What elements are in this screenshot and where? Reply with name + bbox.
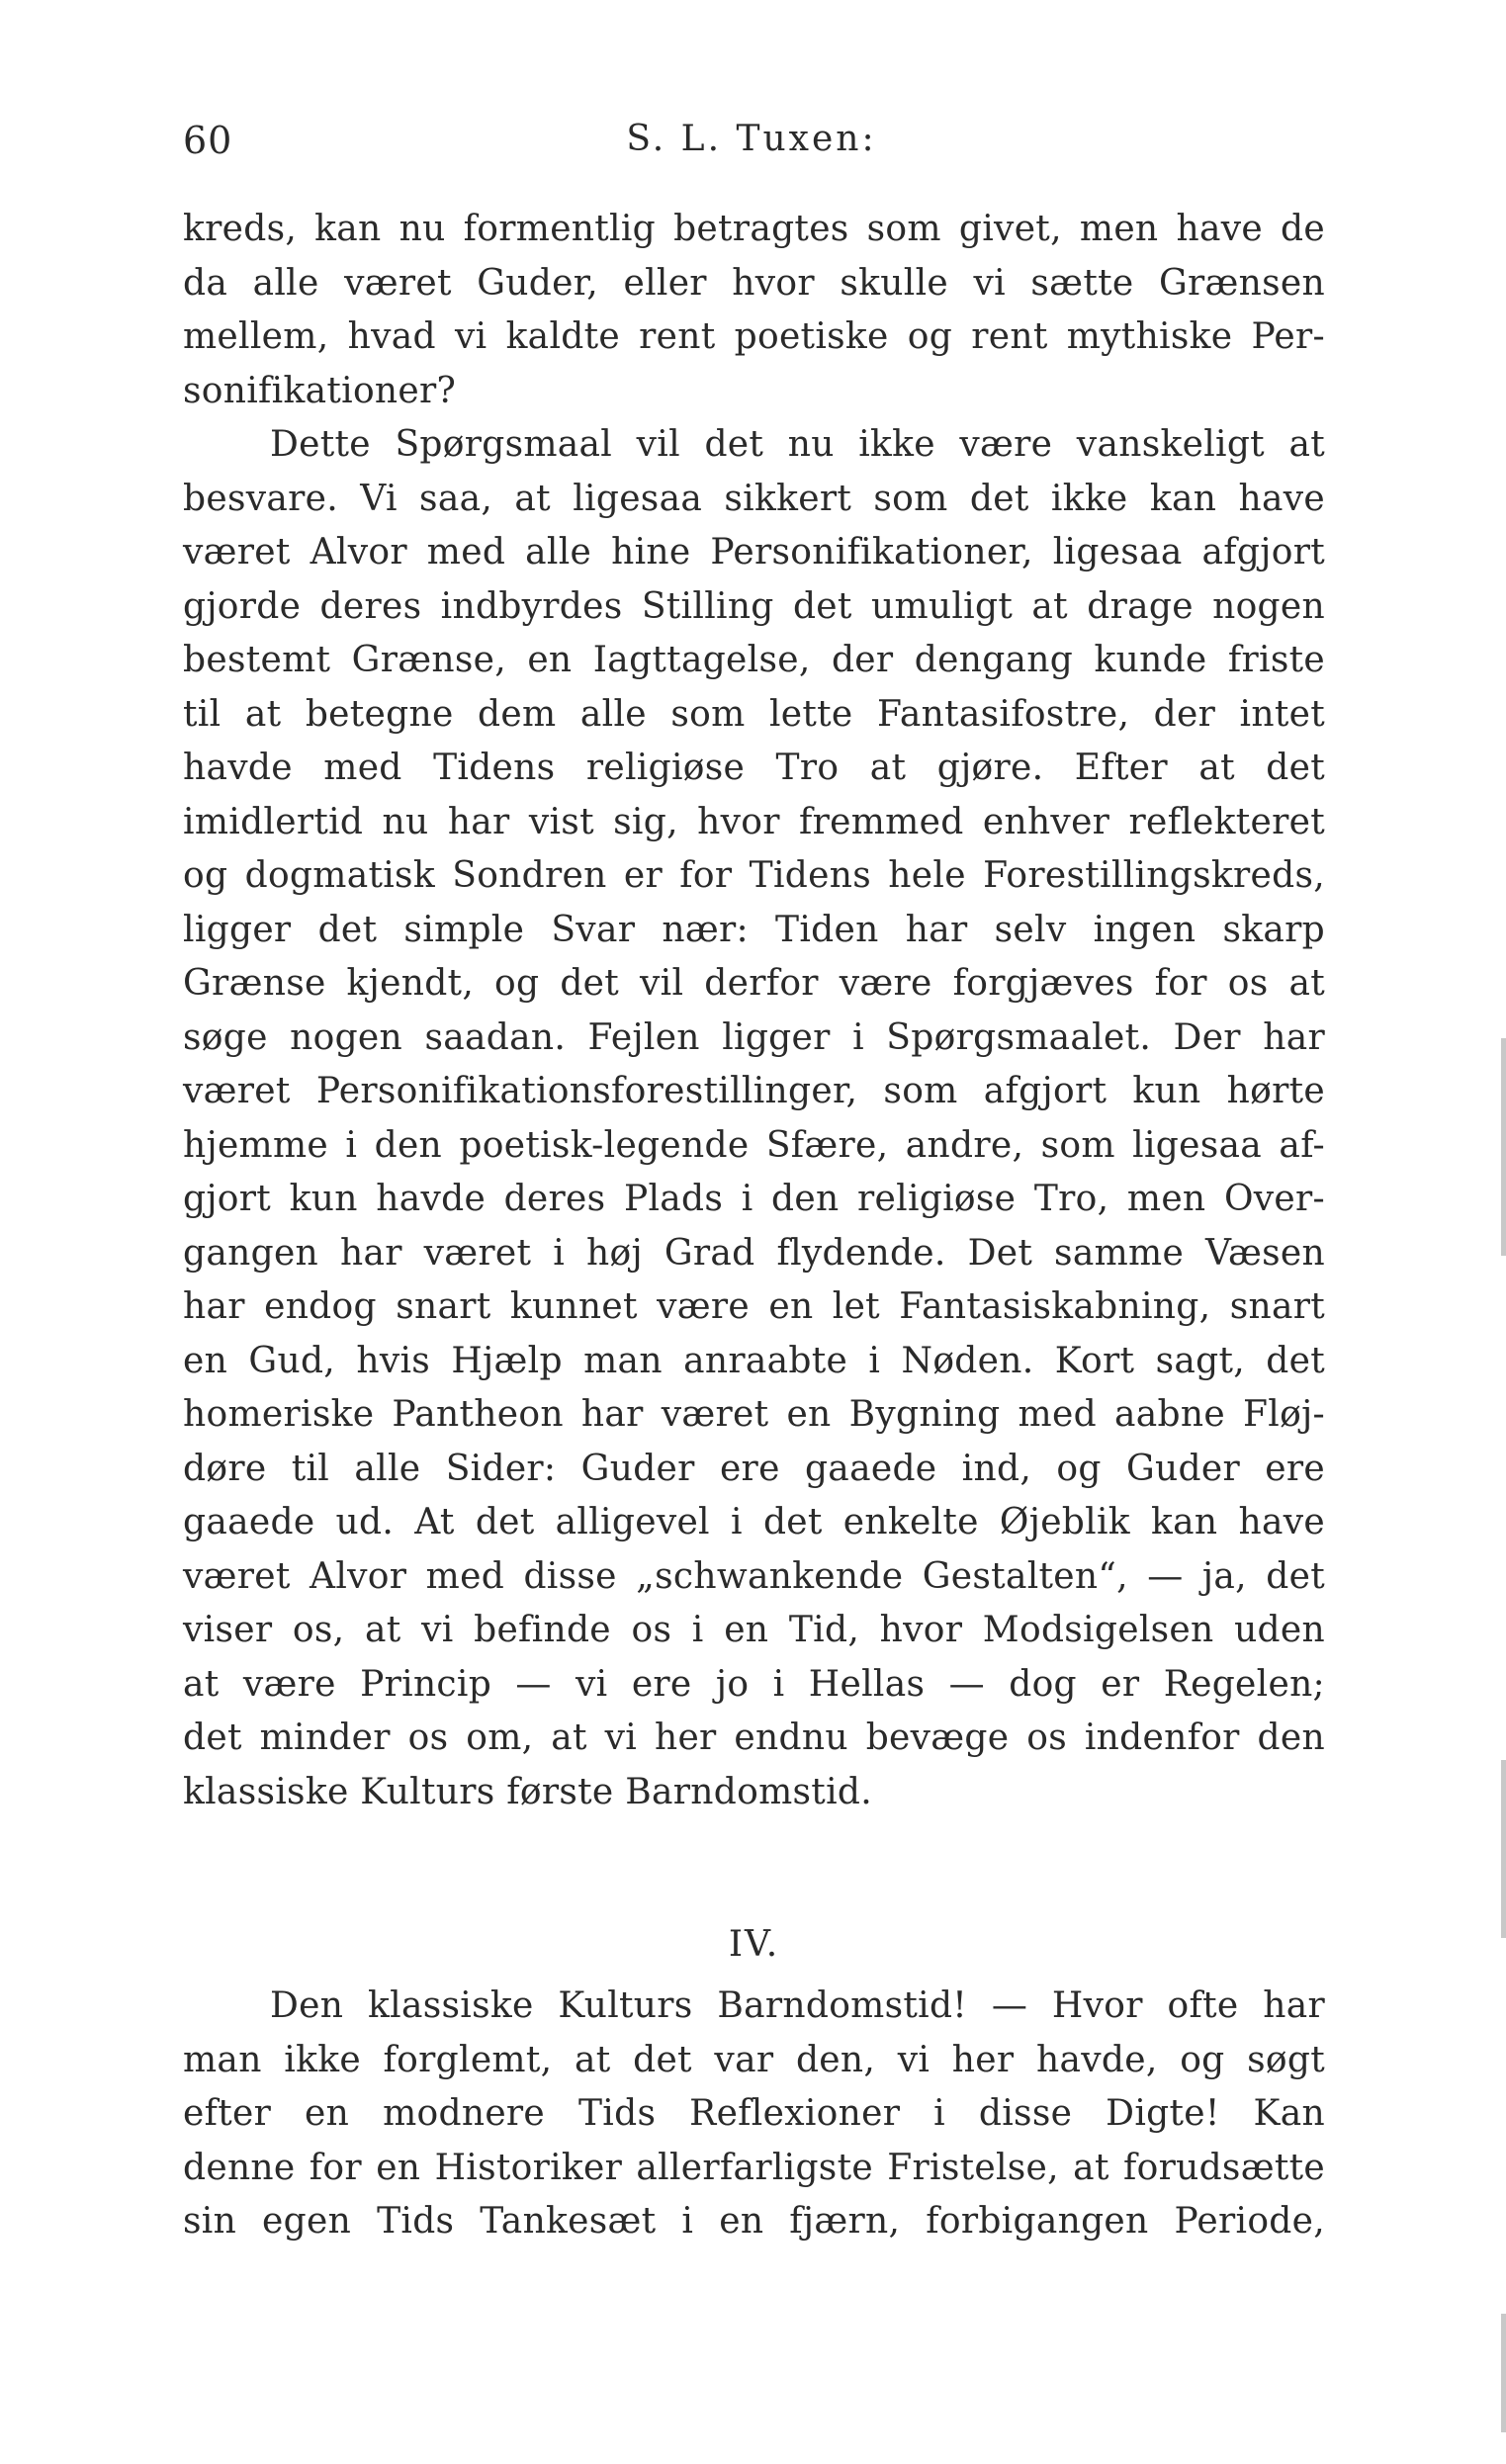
text-line: været Personifikationsforestillinger, som afgjort kun hørte	[183, 1071, 1325, 1111]
text-line: Dette Spørgsmaal vil det nu ikke være vanskeligt at	[270, 424, 1325, 465]
text-line: havde med Tidens religiøse Tro at gjøre. Efter at det	[183, 748, 1325, 788]
text-line: kreds, kan nu formentlig betragtes som givet, men have de	[183, 209, 1325, 249]
text-line: været Alvor med alle hine Personifikationer, ligesaa afgjort	[183, 532, 1325, 572]
text-line: denne for en Historiker allerfarligste Fristelse, at forudsætte	[183, 2147, 1325, 2188]
text-line: gangen har været i høj Grad flydende. Det samme Væsen	[183, 1232, 1325, 1274]
text-line: det minder os om, at vi her endnu bevæge os indenfor den	[183, 1717, 1325, 1758]
text-line: mellem, hvad vi kaldte rent poetiske og rent mythiske Per-	[183, 316, 1325, 357]
section-heading: IV.	[728, 1924, 780, 1965]
page-header	[183, 119, 1320, 178]
text-line: Grænse kjendt, og det vil derfor være forgjæves for os at	[183, 963, 1325, 1004]
text-line: har endog snart kunnet være en let Fantasiskabning, snart	[183, 1286, 1325, 1327]
text-line: imidlertid nu har vist sig, hvor fremmed enhver reflekteret	[183, 801, 1325, 842]
text-line: efter en modnere Tids Reflexioner i disse Digte! Kan	[183, 2093, 1325, 2134]
text-line: hjemme i den poetisk-legende Sfære, andre, som ligesaa af-	[183, 1124, 1325, 1166]
text-line: døre til alle Sider: Guder ere gaaede ind, og Guder ere	[183, 1448, 1325, 1489]
text-line: til at betegne dem alle som lette Fantasifostre, der intet	[183, 693, 1325, 735]
text-line: gaaede ud. At det alligevel i det enkelte Øjeblik kan have	[183, 1502, 1325, 1542]
text-line: søge nogen saadan. Fejlen ligger i Spørgsmaalet. Der har	[183, 1016, 1325, 1058]
text-line: og dogmatisk Sondren er for Tidens hele Forestillingskreds,	[183, 855, 1325, 896]
text-line: besvare. Vi saa, at ligesaa sikkert som det ikke kan have	[183, 478, 1325, 519]
text-line: da alle været Guder, eller hvor skulle vi sætte Grænsen	[183, 262, 1325, 304]
text-line: viser os, at vi befinde os i en Tid, hvor Modsigelsen uden	[183, 1610, 1325, 1650]
text-line: at være Princip — vi ere jo i Hellas — dog er Regelen;	[183, 1663, 1325, 1705]
page-edge-shadow	[1501, 2314, 1506, 2432]
page-edge-shadow	[1501, 1038, 1506, 1256]
text-line: homeriske Pantheon har været en Bygning med aabne Fløj-	[183, 1394, 1325, 1435]
text-line: sonifikationer?	[183, 370, 457, 411]
text-line: gjort kun havde deres Plads i den religiøse Tro, men Over-	[183, 1179, 1325, 1219]
running-head: S. L. Tuxen:	[626, 119, 877, 159]
section-three-body	[183, 203, 1325, 1819]
text-line: klassiske Kulturs første Barndomstid.	[183, 1771, 872, 1812]
text-line: gjorde deres indbyrdes Stilling det umuligt at drage nogen	[183, 585, 1325, 627]
section-four-body	[183, 1980, 1325, 2249]
text-line: sin egen Tids Tankesæt i en fjærn, forbigangen Periode,	[183, 2201, 1325, 2242]
text-line: ligger det simple Svar nær: Tiden har selv ingen skarp	[183, 909, 1325, 950]
text-line: Den klassiske Kulturs Barndomstid! — Hvor ofte har	[270, 1985, 1325, 2026]
page-edge-shadow	[1501, 1760, 1506, 1938]
text-line: man ikke forglemt, at det var den, vi her havde, og søgt	[183, 2039, 1325, 2080]
text-line: været Alvor med disse „schwankende Gestalten“, — ja, det	[183, 1555, 1325, 1597]
text-line: bestemt Grænse, en Iagttagelse, der dengang kunde friste	[183, 640, 1325, 680]
page-number: 60	[183, 119, 233, 162]
text-line: en Gud, hvis Hjælp man anraabte i Nøden. Kort sagt, det	[183, 1340, 1325, 1381]
